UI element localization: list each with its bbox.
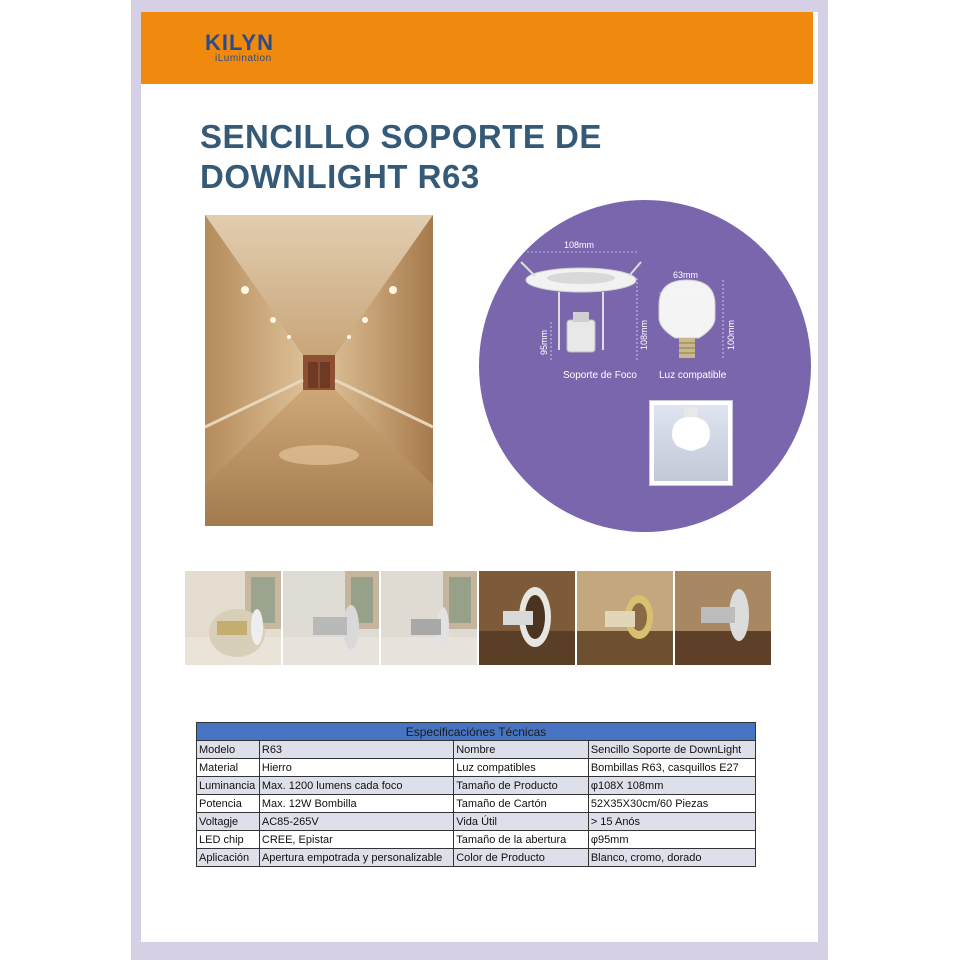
lit-bulb-photo <box>649 400 733 486</box>
page-title <box>200 117 760 197</box>
spec-label: Tamaño de Producto <box>454 777 589 795</box>
spec-label: Voltagje <box>197 813 260 831</box>
spec-label: Modelo <box>197 741 260 759</box>
brand-tagline: iLumination <box>215 53 272 64</box>
spec-value: 52X35X30cm/60 Piezas <box>588 795 755 813</box>
table-row <box>197 831 756 849</box>
spec-table-header <box>197 723 756 741</box>
spec-value: Max. 12W Bombilla <box>259 795 453 813</box>
holder-and-bulb-drawing <box>479 200 811 532</box>
spec-label: Luminancia <box>197 777 260 795</box>
holder-caption: Soporte de Foco <box>563 370 637 381</box>
spec-value: CREE, Epistar <box>259 831 453 849</box>
spec-value: Hierro <box>259 759 453 777</box>
product-photo-2 <box>283 571 379 665</box>
spec-table-title: Especificaciónes Técnicas <box>197 723 756 741</box>
width-dimension-label: 108mm <box>564 240 595 250</box>
title-line-2: DOWNLIGHT R63 <box>200 158 480 195</box>
product-photo-3 <box>381 571 477 665</box>
spec-value: > 15 Anós <box>588 813 755 831</box>
table-row <box>197 741 756 759</box>
holder-height-right-label: 108mm <box>639 319 649 350</box>
spec-label: Tamaño de Cartón <box>454 795 589 813</box>
product-photo-5 <box>577 571 673 665</box>
bulb-height-label: 100mm <box>726 319 736 350</box>
spec-label: Vida Útil <box>454 813 589 831</box>
spec-value: Max. 1200 lumens cada foco <box>259 777 453 795</box>
spec-value: Apertura empotrada y personalizable <box>259 849 453 867</box>
bulb-width-label: 63mm <box>673 270 699 280</box>
spec-label: Aplicación <box>197 849 260 867</box>
spec-table <box>196 722 756 867</box>
product-photo-1 <box>185 571 281 665</box>
product-photo-4 <box>479 571 575 665</box>
spec-label: Nombre <box>454 741 589 759</box>
table-row <box>197 759 756 777</box>
table-row <box>197 813 756 831</box>
corridor-photo <box>205 215 433 526</box>
spec-label: Luz compatibles <box>454 759 589 777</box>
spec-value: AC85-265V <box>259 813 453 831</box>
brand-name: KILYN <box>205 30 274 55</box>
spec-value: Blanco, cromo, dorado <box>588 849 755 867</box>
spec-label: Material <box>197 759 260 777</box>
table-row <box>197 777 756 795</box>
spec-label: Potencia <box>197 795 260 813</box>
spec-value: φ95mm <box>588 831 755 849</box>
spec-value: R63 <box>259 741 453 759</box>
product-diagram <box>479 200 811 532</box>
title-line-1: SENCILLO SOPORTE DE <box>200 118 602 155</box>
table-row <box>197 849 756 867</box>
header-bar <box>141 12 813 84</box>
spec-value: φ108X 108mm <box>588 777 755 795</box>
spec-value: Bombillas R63, casquillos E27 <box>588 759 755 777</box>
holder-height-left-label: 95mm <box>539 329 549 355</box>
table-row <box>197 795 756 813</box>
product-sheet <box>141 12 818 942</box>
bulb-caption: Luz compatible <box>659 370 727 381</box>
spec-label: Color de Producto <box>454 849 589 867</box>
product-photo-6 <box>675 571 771 665</box>
spec-label: Tamaño de la abertura <box>454 831 589 849</box>
spec-value: Sencillo Soporte de DownLight <box>588 741 755 759</box>
spec-label: LED chip <box>197 831 260 849</box>
brand-logo <box>205 32 274 64</box>
